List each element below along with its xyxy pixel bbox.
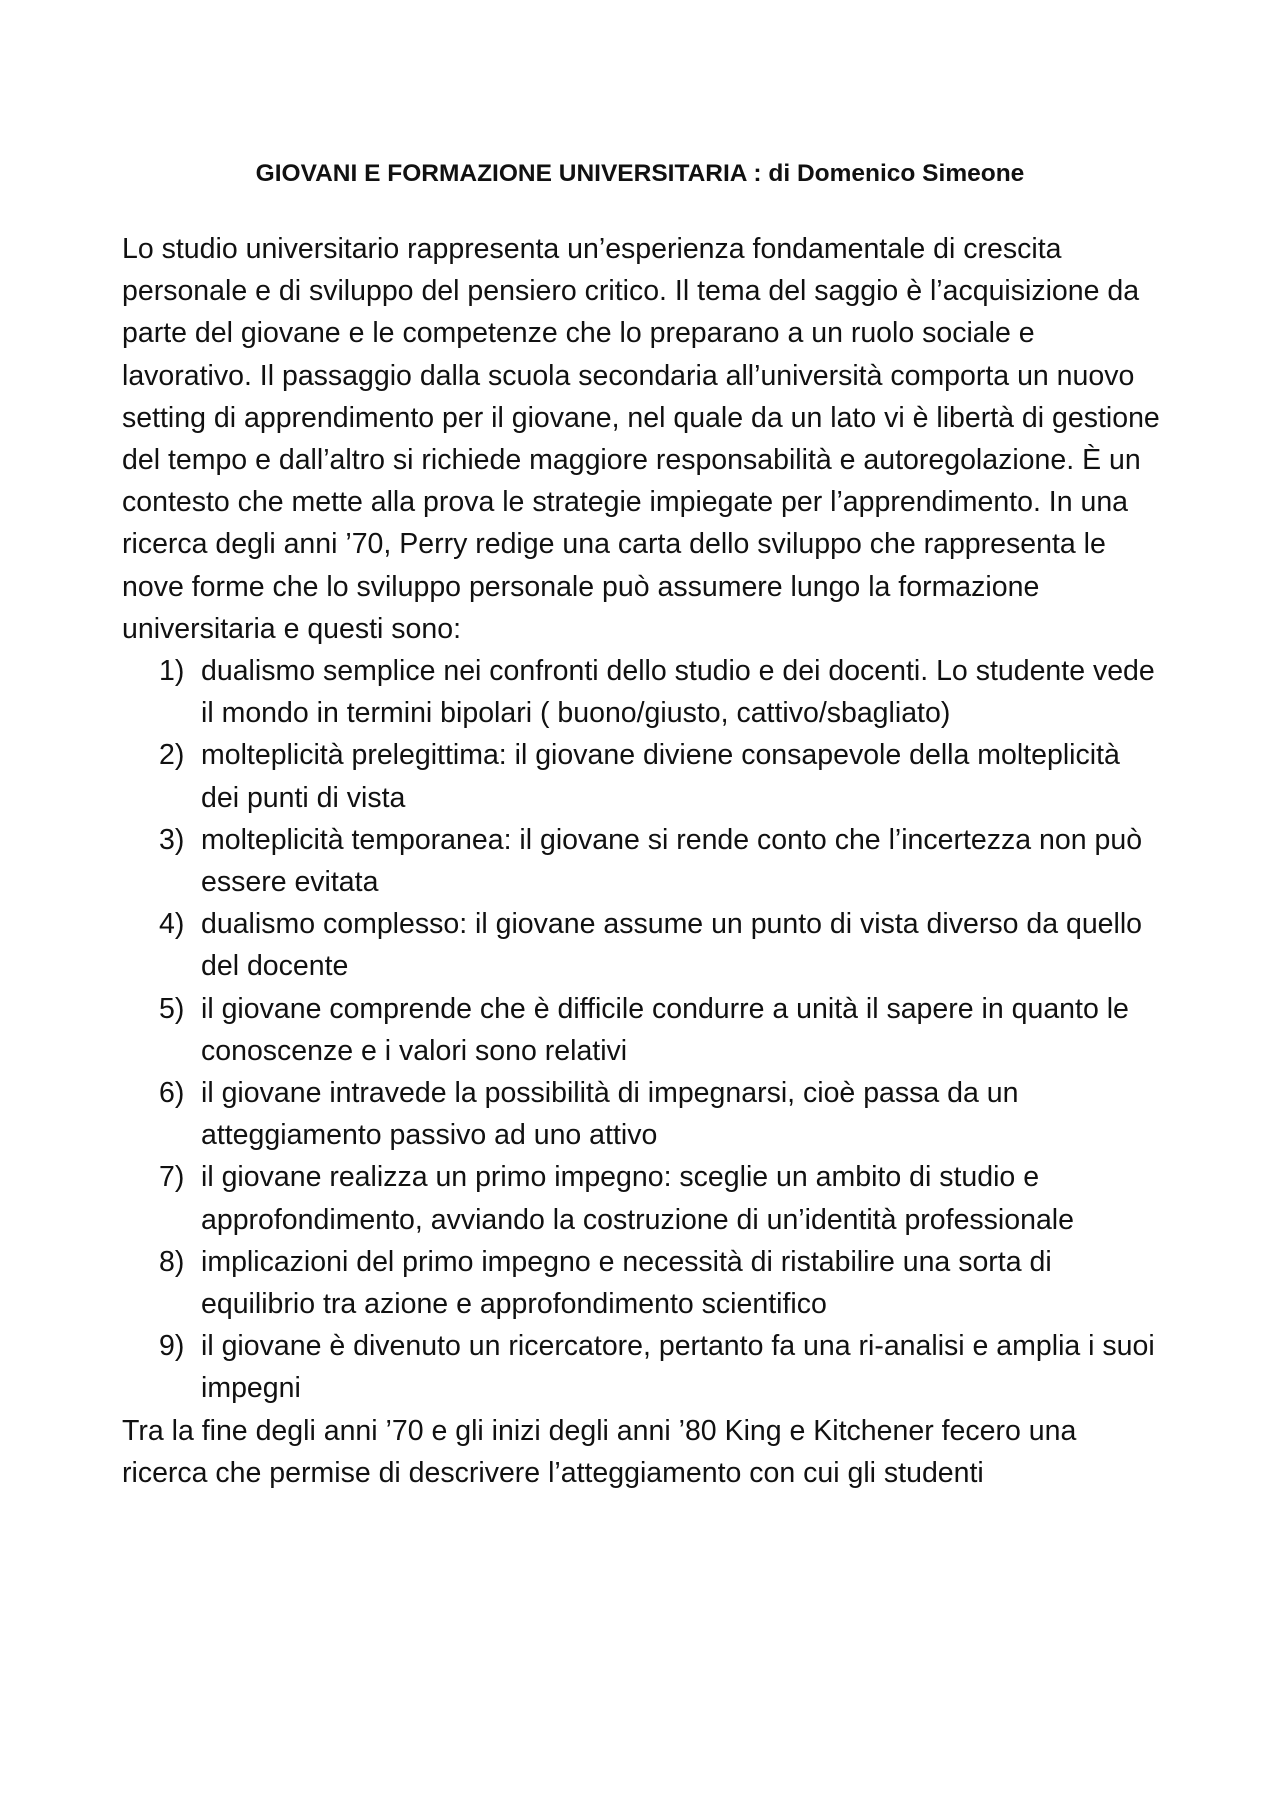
intro-paragraph: Lo studio universitario rappresenta un’esperienza fondamentale di crescita personale e di sviluppo del pensiero critico. Il tema del saggio è l’acquisizione da parte del giovane e le competenze che lo preparano a un ruolo sociale e lavorativo. Il passaggio dalla scuola secondaria all’università comporta un nuovo setting di apprendimento per il giovane, nel quale da un lato vi è libertà di gestione del tempo e dall’altro si richiede maggiore responsabilità e autoregolazione. È un contesto che mette alla prova le strategie impiegate per l’apprendimento. In una ricerca degli anni ’70, Perry redige una carta dello sviluppo che rappresenta le nove forme che lo sviluppo personale può assumere lungo la formazione universitaria e questi sono: [122,233,1160,645]
list-item-text: dualismo complesso: il giovane assume un punto di vista diverso da quello del docente [201,908,1143,983]
closing-paragraph: Tra la fine degli anni ’70 e gli inizi degli anni ’80 King e Kitchener fecero una ricerca che permise di descrivere l’atteggiamento con cui gli studenti [122,1414,1077,1489]
list-item [122,734,1162,818]
list-item-text: dualismo semplice nei confronti dello studio e dei docenti. Lo studente vede il mondo in termini bipolari ( buono/giusto, cattivo/sbagliato) [201,655,1155,730]
list-item [122,1156,1162,1240]
list-item-number: 7) [159,1161,185,1194]
list-item-number: 2) [159,739,185,772]
list-item-text: molteplicità prelegittima: il giovane diviene consapevole della molteplicità dei punti di vista [201,739,1120,814]
list-item-text: il giovane realizza un primo impegno: sceglie un ambito di studio e approfondimento, avviando la costruzione di un’identità professionale [201,1161,1074,1236]
list-item-text: molteplicità temporanea: il giovane si rende conto che l’incertezza non può essere evitata [201,823,1143,899]
list-item [122,903,1162,987]
list-item-text: il giovane intravede la possibilità di impegnarsi, cioè passa da un atteggiamento passivo ad uno attivo [201,1077,1019,1152]
list-item-number: 6) [159,1077,185,1110]
document-title: GIOVANI E FORMAZIONE UNIVERSITARIA : di Domenico Simeone [255,160,1025,187]
list-item [122,650,1162,734]
list-item-number: 4) [159,908,185,941]
list-item-text: implicazioni del primo impegno e necessità di ristabilire una sorta di equilibrio tra azione e approfondimento scientifico [201,1245,1052,1321]
list-item-number: 9) [159,1330,185,1363]
list-item [122,1072,1162,1156]
list-item [122,819,1162,903]
list-item-number: 3) [159,823,185,856]
list-item [122,988,1162,1072]
list-item [122,1325,1162,1409]
list-item [122,1241,1162,1325]
document-body [122,228,1162,1494]
development-stages-list [122,650,1162,1410]
list-item-text: il giovane comprende che è difficile condurre a unità il sapere in quanto le conoscenze e i valori sono relativi [201,992,1129,1067]
list-item-text: il giovane è divenuto un ricercatore, pertanto fa una ri-analisi e amplia i suoi impegni [201,1330,1155,1405]
list-item-number: 5) [159,992,185,1025]
list-item-number: 8) [159,1245,185,1278]
list-item-number: 1) [159,655,185,688]
